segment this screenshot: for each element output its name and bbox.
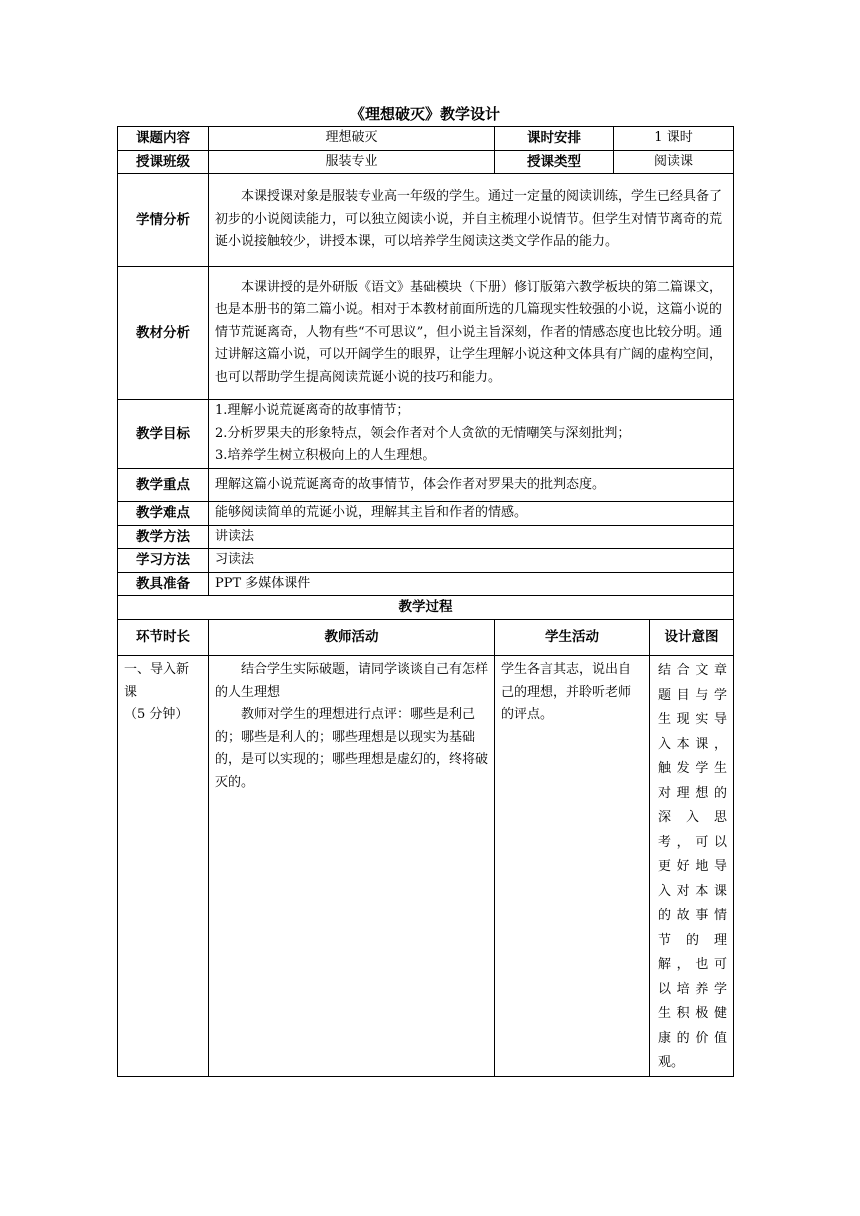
page-title: 《理想破灭》教学设计 [349,105,500,123]
intent-line: 以培养学 [658,981,727,997]
schedule-label: 课时安排 [495,127,614,151]
type-value: 阅读课 [614,150,734,174]
intent-line: 生现实导 [658,712,727,727]
teacher-paragraph: 教师对学生的理想进行点评：哪些是利己的；哪些是利人的；哪些理想是以现实为基础的，是可以实现的；哪些理想是虚幻的，终将破灭的。 [215,707,489,790]
row-process-title [118,596,734,620]
row-key [118,469,734,502]
row-method [118,525,734,549]
process-title: 教学过程 [118,596,734,620]
intent-line: 生积极健 [658,1006,727,1021]
row-content [118,127,734,151]
tools-label: 教具准备 [118,572,209,596]
intent-line: 解，也可 [658,957,727,972]
material-label: 教材分析 [118,267,209,400]
teacher-paragraph: 结合学生实际破题，请同学谈谈自己有怎样的人生理想 [215,662,489,700]
goal-item: 3.培养学生树立积极向上的人生理想。 [215,448,436,464]
learning-value: 习读法 [209,549,734,573]
difficulty-value: 能够阅读简单的荒诞小说，理解其主旨和作者的情感。 [209,502,734,526]
goals-list [209,400,734,469]
intent-line: 的故事情 [658,908,727,923]
design-intent [650,656,734,1077]
key-value: 理解这篇小说荒诞离奇的故事情节，体会作者对罗果夫的批判态度。 [209,469,734,502]
learning-label: 学习方法 [118,549,209,573]
intent-line: 深入思 [658,810,727,825]
content-label: 课题内容 [118,127,209,151]
row-students [118,174,734,267]
tools-value: PPT 多媒体课件 [209,572,734,596]
class-label: 授课班级 [118,150,209,174]
intent-line: 观。 [658,1055,685,1070]
content-value: 理想破灭 [209,127,495,151]
difficulty-label: 教学难点 [118,502,209,526]
intent-line: 考，可以 [658,834,727,850]
method-value: 讲读法 [209,525,734,549]
header-teacher: 教师活动 [209,620,495,656]
intent-line: 节的理 [658,932,727,948]
row-material [118,267,734,400]
header-intent: 设计意图 [650,620,734,656]
students-label: 学情分析 [118,174,209,267]
material-text: 本课讲授的是外研版《语文》基础模块（下册）修订版第六教学板块的第二篇课文，也是本册书的第二篇小说。相对于本教材前面所选的几篇现实性较强的小说，这篇小说的情节荒诞离奇，人物有些“不可思议”，但小说主旨深刻，作者的情感态度也比较分明。通过讲解这篇小说，可以开阔学生的眼界，让学生理解小说这种文体具有广阔的虚构空间，也可以帮助学生提高阅读荒诞小说的技巧和能力。 [209,267,734,400]
stage-line: 课 [124,684,138,700]
intent-line: 对理想的 [658,785,727,801]
goal-item: 2.分析罗果夫的形象特点，领会作者对个人贪欲的无情嘲笑与深刻批判； [215,425,631,441]
intent-line: 入对本课 [658,883,727,899]
row-class [118,150,734,174]
goals-label: 教学目标 [118,400,209,469]
method-label: 教学方法 [118,525,209,549]
row-difficulty [118,502,734,526]
row-tools [118,572,734,596]
row-stage-intro [118,656,734,1077]
intent-line: 结合文章 [658,663,727,678]
intent-line: 更好地导 [658,859,727,874]
intent-line: 题目与学 [658,687,727,703]
schedule-value: 1 课时 [614,127,734,151]
lesson-plan-table [117,126,734,1077]
row-learning [118,549,734,573]
students-text: 本课授课对象是服装专业高一年级的学生。通过一定量的阅读训练，学生已经具备了初步的小说阅读能力，可以独立阅读小说，并自主梳理小说情节。但学生对情节离奇的荒诞小说接触较少，讲授本课，可以培养学生阅读这类文学作品的能力。 [209,174,734,267]
stage-cell [118,656,209,1077]
key-label: 教学重点 [118,469,209,502]
stage-line: （5 分钟） [124,707,189,722]
class-value: 服装专业 [209,150,495,174]
header-student: 学生活动 [495,620,650,656]
goal-item: 1.理解小说荒诞离奇的故事情节； [215,403,410,419]
teacher-activity [209,656,495,1077]
row-goals [118,400,734,469]
student-activity: 学生各言其志，说出自己的理想，并聆听老师的评点。 [495,656,650,1077]
intent-line: 康的价值 [658,1030,727,1046]
header-stage: 环节时长 [118,620,209,656]
intent-line: 触发学生 [658,761,727,776]
intent-line: 入本课， [658,736,727,752]
stage-line: 一、导入新 [124,662,190,677]
row-process-headers [118,620,734,656]
type-label: 授课类型 [495,150,614,174]
